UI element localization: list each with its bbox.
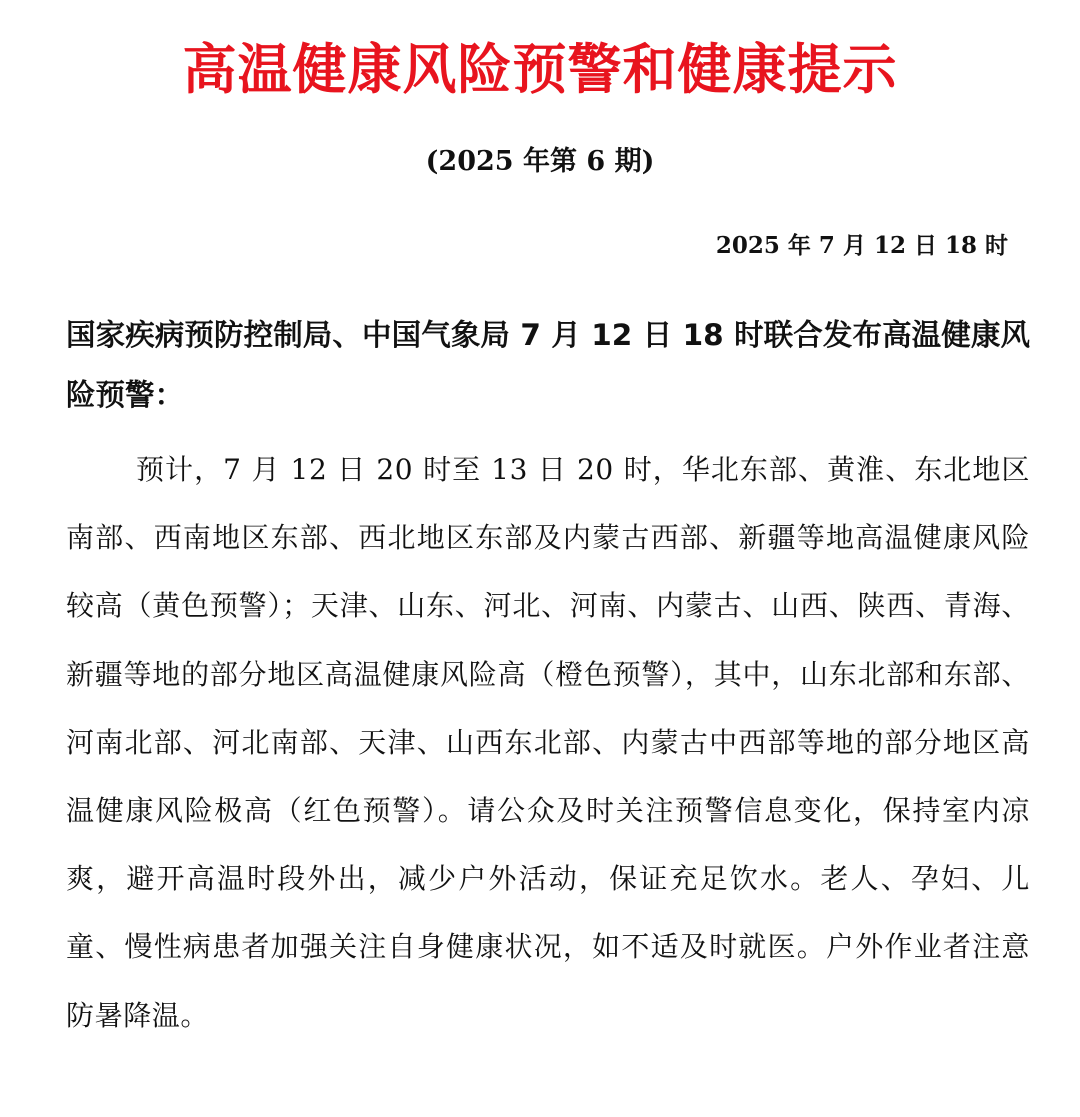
document-title: 高温健康风险预警和健康提示	[182, 38, 898, 101]
issue-number: (2025 年第 6 期)	[425, 146, 655, 177]
body-paragraph: 预计，7 月 12 日 20 时至 13 日 20 时，华北东部、黄淮、东北地区南部、西南地区东部、西北地区东部及内蒙古西部、新疆等地高温健康风险较高（黄色预警）；天津、山东、河北、河南、内蒙古、山西、陕西、青海、新疆等地的部分地区高温健康风险高（橙色预警），其中，山东北部和东部、河南北部、河北南部、天津、山西东北部、内蒙古中西部等地的部分地区高温健康风险极高（红色预警）。请公众及时关注预警信息变化，保持室内凉爽，避开高温时段外出，减少户外活动，保证充足饮水。老人、孕妇、儿童、慢性病患者加强关注自身健康状况，如不适及时就医。户外作业者注意防暑降温。	[66, 453, 1030, 1032]
lead-paragraph: 国家疾病预防控制局、中国气象局 7 月 12 日 18 时联合发布高温健康风险预警：	[66, 318, 1030, 412]
issue-date: 2025 年 7 月 12 日 18 时	[715, 232, 1008, 259]
